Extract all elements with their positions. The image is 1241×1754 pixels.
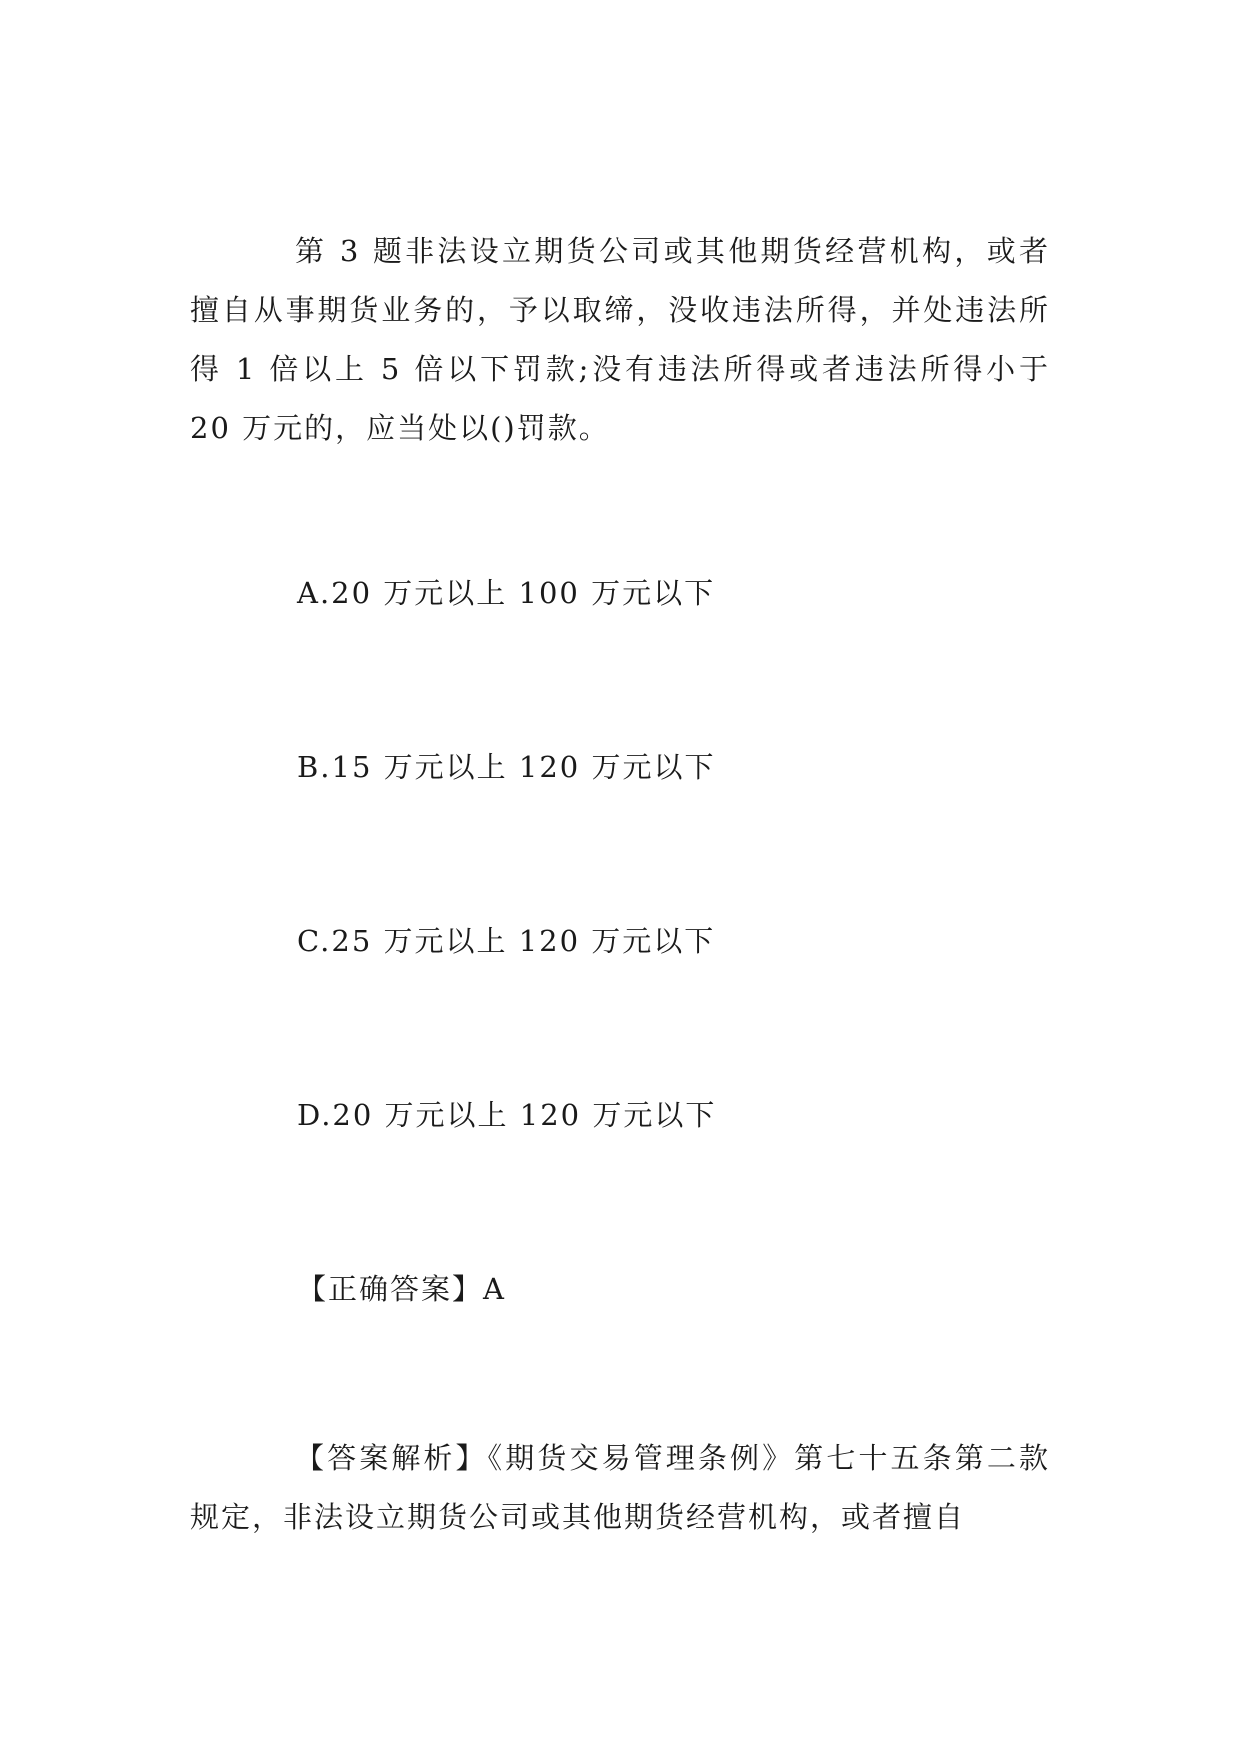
option-a: A.20 万元以上 100 万元以下 — [297, 576, 716, 610]
answer-analysis: 【答案解析】《期货交易管理条例》第七十五条第二款规定，非法设立期货公司或其他期货经营机构，或者擅自 — [190, 1441, 1050, 1534]
correct-answer: 【正确答案】A — [297, 1272, 506, 1306]
option-b: B.15 万元以上 120 万元以下 — [297, 750, 716, 784]
question-text: 第 3 题非法设立期货公司或其他期货经营机构，或者擅自从事期货业务的，予以取缔，没收违法所得，并处违法所得 1 倍以上 5 倍以下罚款;没有违法所得或者违法所得小于 20 万元的，应当处以()罚款。 — [190, 234, 1050, 445]
option-c: C.25 万元以上 120 万元以下 — [297, 924, 716, 958]
option-d: D.20 万元以上 120 万元以下 — [297, 1098, 717, 1132]
